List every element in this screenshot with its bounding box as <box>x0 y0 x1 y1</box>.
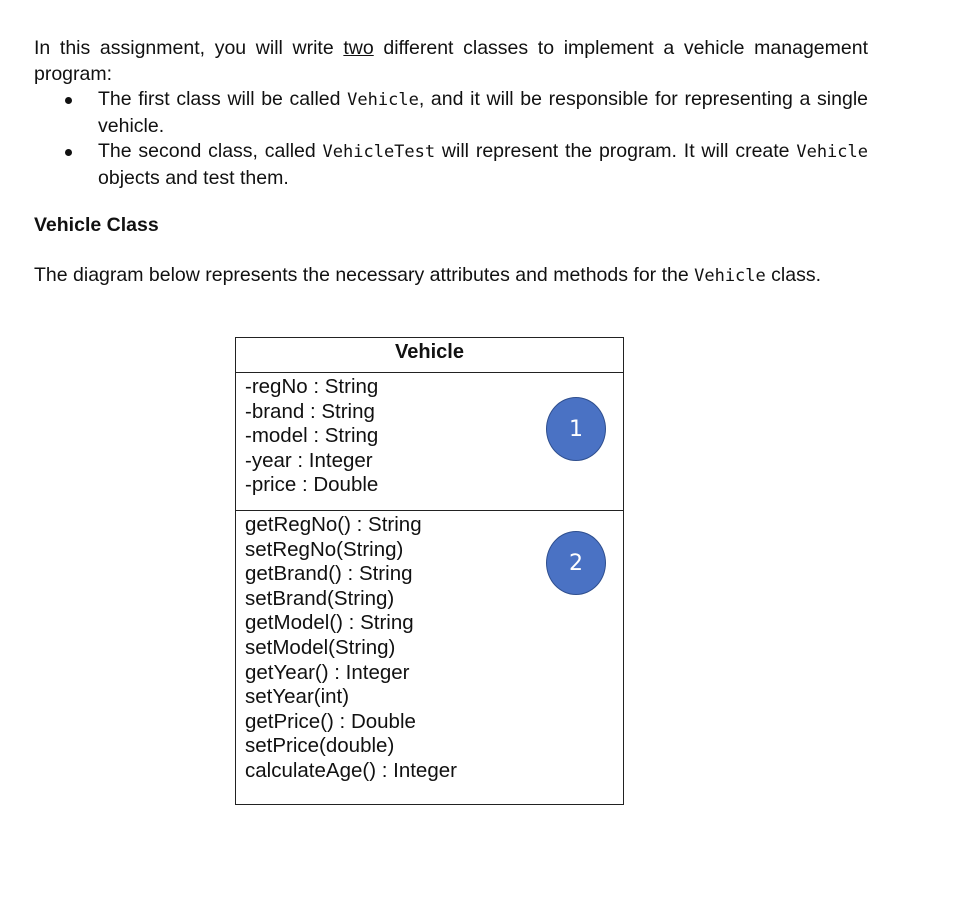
uml-method: setBrand(String) <box>245 586 395 610</box>
uml-method: getBrand() : String <box>245 562 413 586</box>
uml-method: getYear() : Integer <box>245 660 410 684</box>
uml-method: calculateAge() : Integer <box>245 758 457 782</box>
assignment-intro <box>34 36 868 191</box>
uml-attribute: -brand : String <box>245 399 375 423</box>
uml-method: setYear(int) <box>245 685 350 709</box>
bullet-text: The second class, called <box>98 140 323 162</box>
uml-attribute: -regNo : String <box>245 375 379 398</box>
intro-text-after: different classes to implement a vehicle management program: <box>34 37 868 85</box>
uml-attributes-section <box>236 373 623 511</box>
uml-attribute: -price : Double <box>245 473 379 497</box>
uml-methods-section <box>236 511 623 784</box>
uml-class-name: Vehicle <box>236 338 623 373</box>
code-vehicletest: VehicleTest <box>322 142 436 162</box>
methods-number-badge: 2 <box>546 531 606 595</box>
intro-emphasis: two <box>343 37 374 59</box>
bullet-text: objects and test them. <box>98 166 289 189</box>
bullet-vehicle-class <box>34 87 868 139</box>
intro-text-before: In this assignment, you will write <box>34 37 344 59</box>
code-vehicle: Vehicle <box>796 142 868 162</box>
uml-attribute: -model : String <box>245 424 379 448</box>
section-heading: Vehicle Class <box>34 214 159 236</box>
uml-class-diagram <box>235 337 624 805</box>
diagram-description <box>34 262 868 289</box>
diagram-desc-text: class. <box>765 264 822 286</box>
uml-method: setRegNo(String) <box>245 537 404 561</box>
bullet-vehicletest-class <box>34 139 868 191</box>
uml-method: getModel() : String <box>245 611 414 635</box>
uml-method: setPrice(double) <box>245 734 395 758</box>
bullet-dot-icon <box>65 97 72 104</box>
code-vehicle: Vehicle <box>347 90 419 110</box>
bullet-text: will represent the program. It will create <box>435 140 797 162</box>
bullet-text: The first class will be called <box>98 88 348 110</box>
uml-attribute: -year : Integer <box>245 448 373 472</box>
code-vehicle: Vehicle <box>694 266 766 286</box>
bullet-dot-icon <box>65 149 72 156</box>
uml-method: getRegNo() : String <box>245 513 422 536</box>
diagram-desc-text: The diagram below represents the necessary attributes and methods for the <box>34 264 695 286</box>
intro-paragraph <box>34 36 868 87</box>
uml-method: getPrice() : Double <box>245 709 416 733</box>
attributes-number-badge: 1 <box>546 397 606 461</box>
uml-method: setModel(String) <box>245 635 396 659</box>
class-bullet-list <box>34 87 868 191</box>
bullet-text: , and it will be responsible for representing a single vehicle. <box>98 88 868 137</box>
